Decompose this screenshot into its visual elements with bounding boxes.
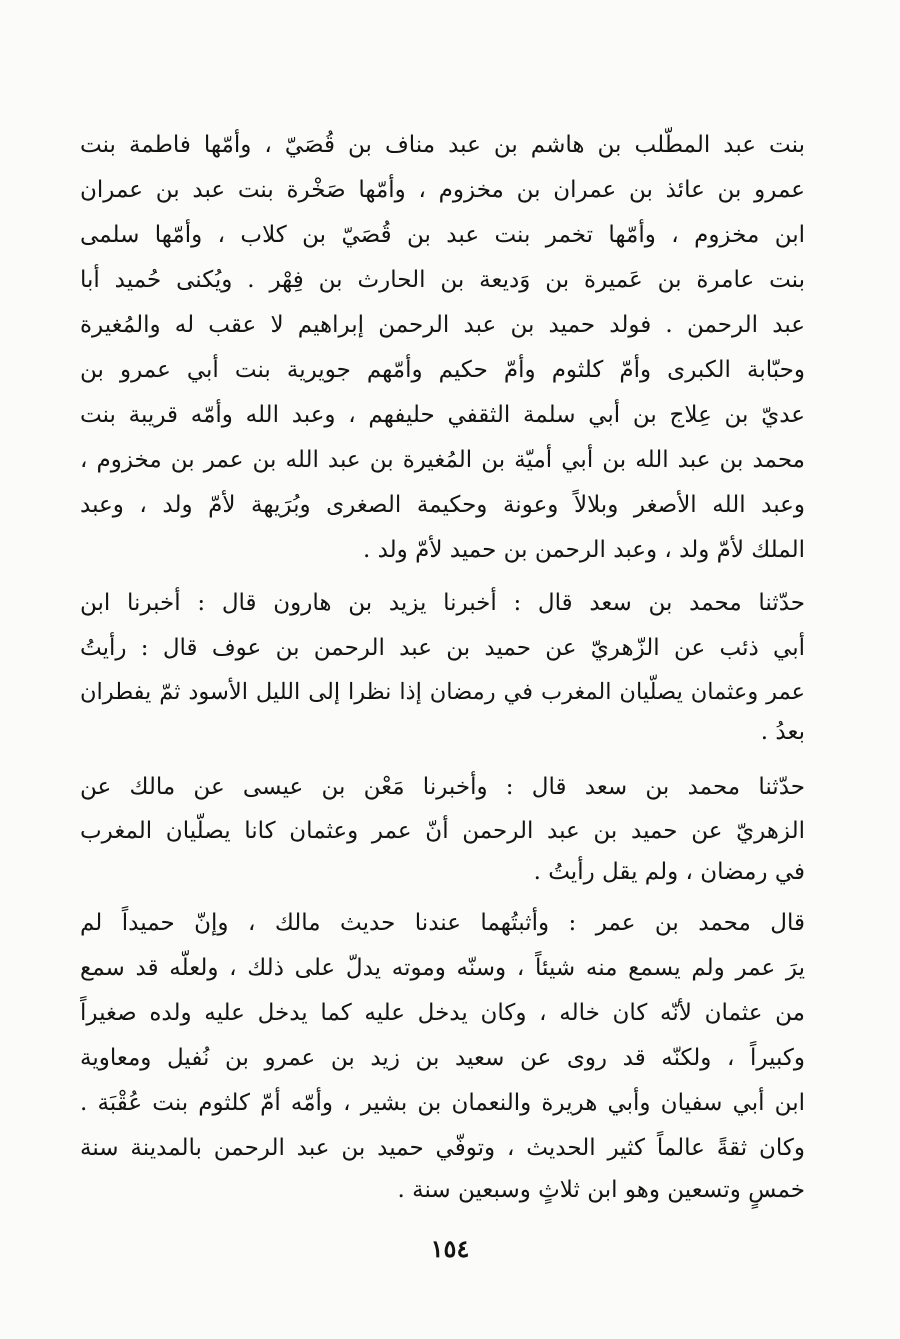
text-line: حدّثنا محمد بن سعد قال : وأخبرنا مَعْن بن عيسى عن مالك عن — [80, 774, 805, 800]
text-line: بنت عبد المطّلب بن هاشم بن عبد مناف بن قُصَيّ ، وأمّها فاطمة بنت — [80, 132, 805, 158]
text-line: في رمضان ، ولم يقل رأيتُ . — [533, 859, 805, 885]
text-line: قال محمد بن عمر : وأثبتُهما عندنا حديث مالك ، وإنّ حميداً لم — [80, 910, 805, 936]
text-line: أبي ذئب عن الزّهريّ عن حميد بن عبد الرحمن بن عوف قال : رأيتُ — [80, 635, 805, 661]
text-line: وعبد الله الأصغر وبلالاً وعونة وحكيمة الصغرى وبُرَيهة لأمّ ولد ، وعبد — [80, 492, 805, 518]
text-line: الملك لأمّ ولد ، وعبد الرحمن بن حميد لأمّ ولد . — [362, 537, 805, 563]
text-line: بنت عامرة بن عَميرة بن وَديعة بن الحارث بن فِهْر . ويُكنى حُميد أبا — [80, 267, 805, 293]
text-line: من عثمان لأنّه كان خاله ، وكان يدخل عليه كما يدخل عليه ولده صغيراً — [80, 1000, 805, 1026]
text-line: حدّثنا محمد بن سعد قال : أخبرنا يزيد بن هارون قال : أخبرنا ابن — [80, 590, 805, 616]
text-line: ابن أبي سفيان وأبي هريرة والنعمان بن بشير ، وأمّه أمّ كلثوم بنت عُقْبَة . — [80, 1090, 805, 1116]
text-line: وكبيراً ، ولكنّه قد روى عن سعيد بن زيد بن عمرو بن نُفيل ومعاوية — [80, 1045, 805, 1071]
text-line: بعدُ . — [760, 719, 805, 745]
text-line: عمر وعثمان يصلّيان المغرب في رمضان إذا نظرا إلى الليل الأسود ثمّ يفطران — [80, 679, 805, 705]
text-line: محمد بن عبد الله بن أبي أميّة بن المُغيرة بن عبد الله بن عمر بن مخزوم ، — [80, 447, 805, 473]
text-line: الزهريّ عن حميد بن عبد الرحمن أنّ عمر وعثمان كانا يصلّيان المغرب — [80, 818, 805, 844]
text-line: ابن مخزوم ، وأمّها تخمر بنت عبد بن قُصَيّ بن كلاب ، وأمّها سلمى — [80, 222, 805, 248]
text-line: عديّ بن عِلاج بن أبي سلمة الثقفي حليفهم ، وعبد الله وأمّه قريبة بنت — [80, 402, 805, 428]
text-line: عمرو بن عائذ بن عمران بن مخزوم ، وأمّها صَخْرة بنت عبد بن عمران — [80, 177, 805, 203]
text-line: عبد الرحمن . فولد حميد بن عبد الرحمن إبراهيم لا عقب له والمُغيرة — [80, 312, 805, 338]
text-line: يرَ عمر ولم يسمع منه شيئاً ، وسنّه وموته يدلّ على ذلك ، ولعلّه قد سمع — [80, 955, 805, 981]
page-number: ١٥٤ — [430, 1234, 470, 1263]
text-line: وكان ثقةً عالماً كثير الحديث ، وتوفّي حميد بن عبد الرحمن بالمدينة سنة — [80, 1135, 805, 1161]
text-line: خمسٍ وتسعين وهو ابن ثلاثٍ وسبعين سنة . — [397, 1177, 805, 1203]
text-line: وحبّابة الكبرى وأمّ كلثوم وأمّ حكيم وأمّهم جويرية بنت أبي عمرو بن — [80, 357, 805, 383]
